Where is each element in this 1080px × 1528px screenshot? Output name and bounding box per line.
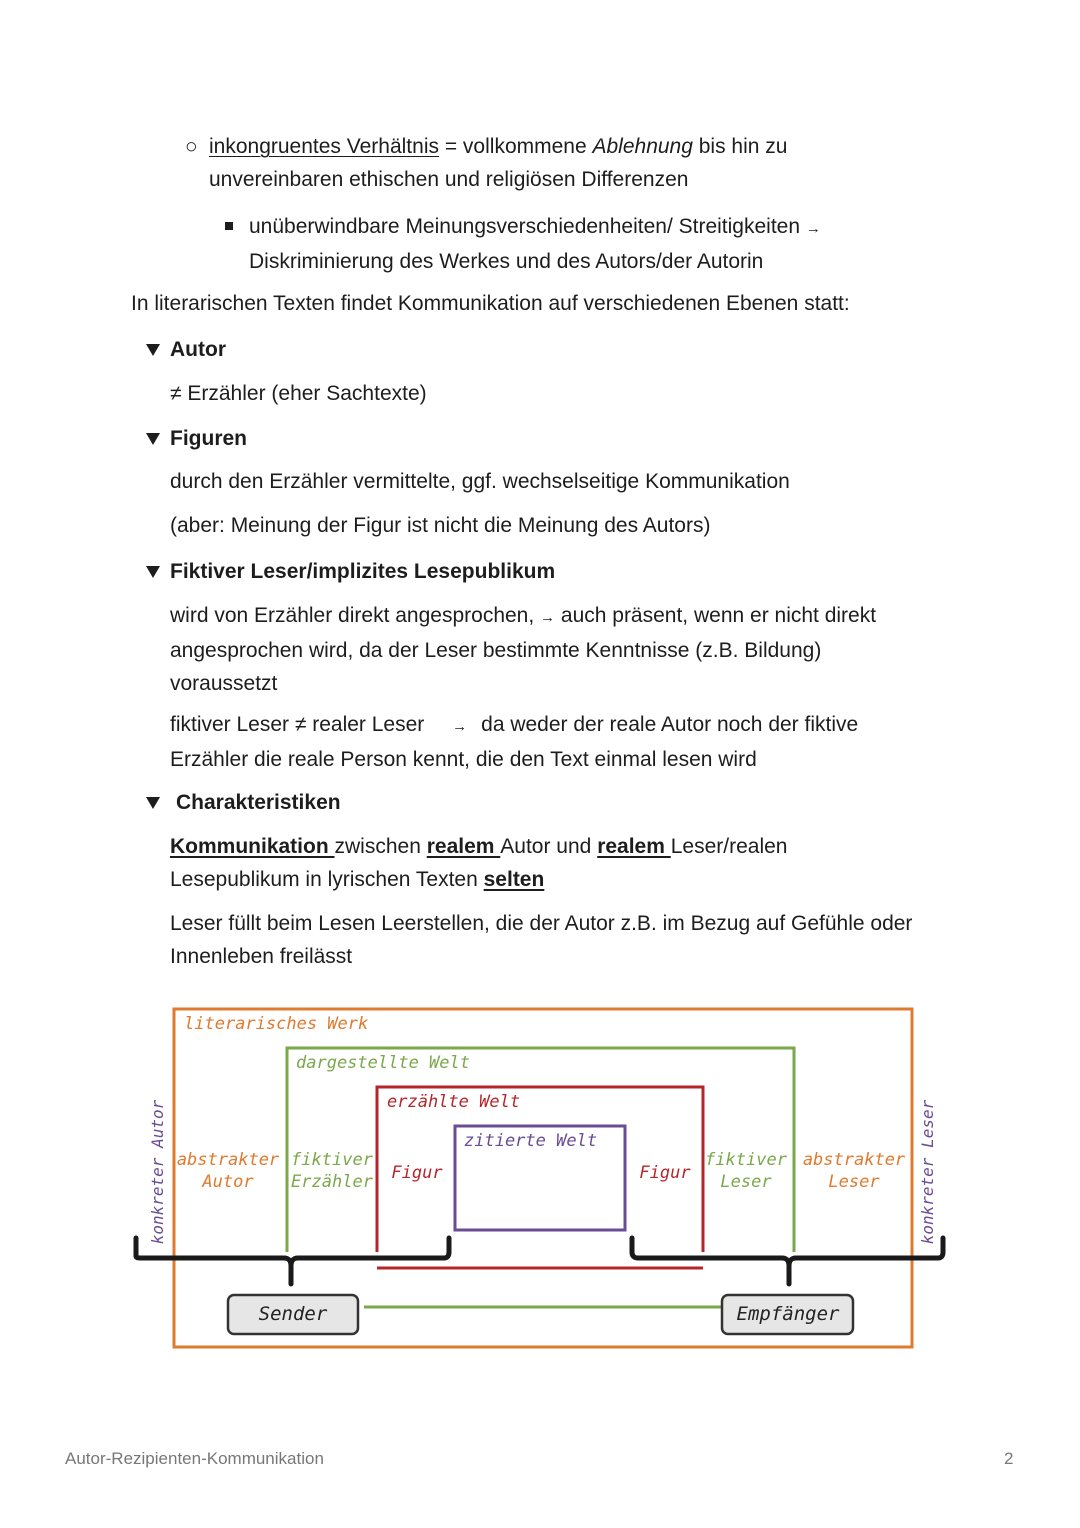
- realem-term-2: realem: [597, 835, 671, 858]
- text-leser-realen: Leser/realen: [670, 835, 788, 858]
- label-fiktiver-leser-2: Leser: [720, 1172, 772, 1192]
- section-autor-title: Autor: [170, 338, 226, 361]
- section-fiktiver-title: Fiktiver Leser/implizites Lesepublikum: [170, 560, 556, 583]
- section-figuren-title: Figuren: [170, 427, 247, 450]
- incongruent-term: inkongruentes Verhältnis: [209, 135, 439, 158]
- charakteristiken-p2-b: Innenleben freilässt: [170, 945, 353, 968]
- incongruent-eq: = vollkommene: [439, 135, 593, 158]
- incongruent-emphasis: Ablehnung: [592, 135, 693, 158]
- fiktiver-p1-d: voraussetzt: [170, 672, 278, 695]
- kommunikation-term: Kommunikation: [170, 835, 335, 858]
- footer-title: Autor-Rezipienten-Kommunikation: [65, 1449, 324, 1468]
- label-fiktiver-erzaehler-1: fiktiver: [291, 1150, 373, 1170]
- autor-text: ≠ Erzähler (eher Sachtexte): [170, 382, 427, 405]
- arrow-icon: →: [452, 718, 468, 735]
- label-abstrakter-autor-1: abstrakter: [176, 1150, 280, 1170]
- label-fiktiver-leser-1: fiktiver: [705, 1150, 787, 1170]
- label-erzaehlte-welt: erzählte Welt: [387, 1092, 521, 1112]
- incongruent-rest: bis hin zu: [692, 135, 788, 158]
- label-abstrakter-leser-1: abstrakter: [802, 1150, 906, 1170]
- fiktiver-p2-c: Erzähler die reale Person kennt, die den Text einmal lesen wird: [170, 748, 757, 771]
- label-figur-right: Figur: [639, 1163, 691, 1183]
- label-dargestellte-welt: dargestellte Welt: [296, 1053, 470, 1073]
- label-abstrakter-leser-2: Leser: [828, 1172, 880, 1192]
- selten-term: selten: [483, 868, 545, 891]
- sub-line-1: unüberwindbare Meinungsverschiedenheiten/ Streitigkeiten: [249, 215, 801, 238]
- label-abstrakter-autor-2: Autor: [202, 1172, 254, 1192]
- fiktiver-p2-b: da weder der reale Autor noch der fiktive: [481, 713, 859, 736]
- label-konkreter-autor: konkreter Autor: [148, 1099, 167, 1245]
- label-literarisches-werk: literarisches Werk: [184, 1014, 369, 1034]
- figuren-text-1: durch den Erzähler vermittelte, ggf. wechselseitige Kommunikation: [170, 470, 790, 493]
- fiktiver-p1-c: angesprochen wird, da der Leser bestimmte Kenntnisse (z.B. Bildung): [170, 639, 822, 662]
- label-figur-left: Figur: [391, 1163, 443, 1183]
- label-konkreter-leser: konkreter Leser: [918, 1099, 937, 1245]
- fiktiver-p1-a: wird von Erzähler direkt angesprochen,: [170, 604, 535, 627]
- label-sender: Sender: [258, 1303, 328, 1325]
- sub-line-2: Diskriminierung des Werkes und des Autors/der Autorin: [249, 250, 764, 273]
- fiktiver-p1-b: auch präsent, wenn er nicht direkt: [560, 604, 877, 627]
- section-charakteristiken-title: Charakteristiken: [176, 791, 341, 814]
- sender-brace: [136, 1238, 449, 1284]
- charakteristiken-p2-a: Leser füllt beim Lesen Leerstellen, die der Autor z.B. im Bezug auf Gefühle oder: [170, 912, 913, 935]
- text-lesepublikum: Lesepublikum in lyrischen Texten: [170, 868, 484, 891]
- page-number: 2: [1004, 1449, 1014, 1468]
- fiktiver-p2-a: fiktiver Leser ≠ realer Leser: [170, 713, 425, 736]
- arrow-icon: →: [805, 220, 821, 237]
- label-empfaenger: Empfänger: [736, 1303, 840, 1325]
- incongruent-rest-2: unvereinbaren ethischen und religiösen Differenzen: [209, 168, 689, 191]
- label-fiktiver-erzaehler-2: Erzähler: [291, 1172, 373, 1192]
- empfaenger-brace: [632, 1238, 943, 1284]
- figuren-text-2: (aber: Meinung der Figur ist nicht die Meinung des Autors): [170, 514, 711, 537]
- hollow-bullet: ○: [185, 135, 198, 158]
- text-autor-und: Autor und: [500, 835, 598, 858]
- label-zitierte-welt: zitierte Welt: [464, 1131, 598, 1151]
- intro-text: In literarischen Texten findet Kommunikation auf verschiedenen Ebenen statt:: [131, 292, 850, 315]
- arrow-icon: →: [540, 609, 556, 626]
- realem-term-1: realem: [426, 835, 501, 858]
- text-zwischen: zwischen: [334, 835, 427, 858]
